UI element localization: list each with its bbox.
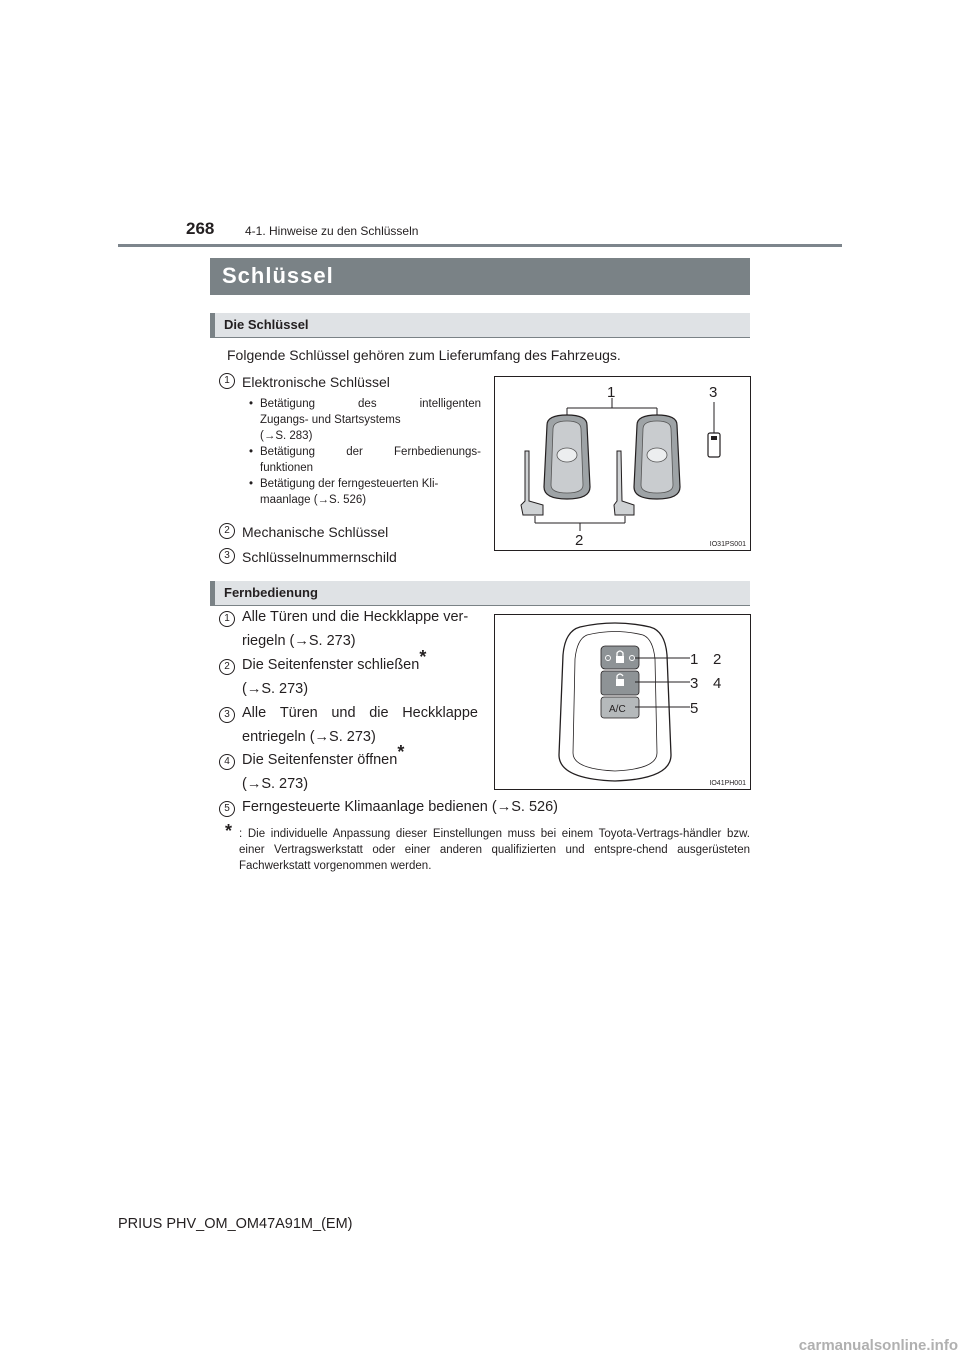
- bullet-text: • Betätigung: [260, 398, 315, 410]
- item-text: Die Seitenfenster schließen: [242, 657, 420, 673]
- figure-callout: 3: [709, 384, 718, 401]
- intro-text: Folgende Schlüssel gehören zum Lieferumfang des Fahrzeugs.: [227, 347, 621, 363]
- bullet-list: [248, 396, 481, 508]
- item-label: Alle Türen und die Heckklappe ver-: [242, 609, 469, 625]
- item-number: 2: [219, 659, 235, 675]
- header-rule: [118, 244, 842, 247]
- item-label: (→S. 273): [242, 776, 309, 792]
- item-label: entriegeln (→S. 273): [242, 729, 376, 745]
- bullet-text: funktionen: [260, 462, 314, 474]
- figure-callout: 1: [690, 651, 699, 668]
- remote-figure: [494, 614, 751, 790]
- bullet-text: • Betätigung: [260, 446, 315, 458]
- bullet-text: Zugangs- und Startsystems: [260, 414, 401, 426]
- page-title: Schlüssel: [222, 263, 334, 288]
- bullet-text: Fernbedienungs-: [394, 446, 481, 458]
- watermark: carmanualsonline.info: [798, 1337, 958, 1354]
- bullet-text: des: [358, 398, 377, 410]
- item-label: Mechanische Schlüssel: [242, 524, 389, 540]
- smart-key-left: [544, 415, 590, 499]
- item-label: [242, 701, 478, 725]
- lock-button: [601, 646, 639, 669]
- item-number: 3: [219, 548, 235, 564]
- figure-callout: 2: [575, 532, 584, 549]
- figure-callout: 3: [690, 675, 699, 692]
- remote-item-2: [219, 647, 478, 701]
- bullet-item: [248, 396, 481, 444]
- item-text: Alle: [242, 705, 267, 721]
- bullet-text: (→S. 283): [260, 430, 313, 442]
- item-label: Schlüsselnummernschild: [242, 549, 397, 565]
- figure-code: IO41PH001: [709, 780, 746, 787]
- item-number: 3: [219, 707, 235, 723]
- asterisk: *: [419, 647, 427, 668]
- bullet-text: intelligenten: [419, 398, 481, 410]
- item-label: [242, 742, 478, 772]
- mechanical-key-left: [521, 451, 543, 515]
- item-number: 5: [219, 801, 235, 817]
- chapter-heading: 4-1. Hinweise zu den Schlüsseln: [245, 224, 419, 238]
- document-id: PRIUS PHV_OM_OM47A91M_(EM): [118, 1216, 353, 1232]
- item-text: Türen: [279, 705, 318, 721]
- figure-callout: 1: [607, 384, 616, 401]
- unlock-button: [601, 671, 639, 695]
- key-number-plate: [708, 402, 720, 457]
- ac-button-label: A/C: [609, 704, 626, 715]
- item-label: [242, 647, 478, 677]
- section-heading-keys: [210, 313, 750, 338]
- section-heading-remote-label: Fernbedienung: [224, 585, 318, 600]
- remote-item-3: [219, 701, 478, 749]
- bullet-text: der: [346, 446, 363, 458]
- asterisk: *: [397, 742, 405, 763]
- item-label: Elektronische Schlüssel: [242, 374, 390, 390]
- item-text: Die Seitenfenster öffnen: [242, 752, 398, 768]
- section-heading-keys-label: Die Schlüssel: [224, 317, 309, 332]
- ac-button: [601, 697, 639, 718]
- mechanical-key-right: [614, 451, 634, 515]
- item-number: 1: [219, 373, 235, 389]
- figure-callout: 4: [713, 675, 722, 692]
- remote-item-5: [219, 795, 749, 819]
- key-item-3: [219, 545, 481, 569]
- bullet-text: maanlage (→S. 526): [260, 494, 367, 506]
- bullet-item: [248, 444, 481, 476]
- figure-callout: 5: [690, 700, 699, 717]
- item-text: Heckklappe: [402, 705, 478, 721]
- key-item-1: [219, 370, 481, 508]
- keys-illustration: [495, 377, 750, 550]
- bullet-text: • Betätigung der ferngesteuerten Kli-: [260, 478, 439, 490]
- item-label: Ferngesteuerte Klimaanlage bedienen (→S. 526): [242, 799, 558, 815]
- remote-item-4: [219, 742, 478, 796]
- figure-callout: 2: [713, 651, 722, 668]
- item-text: die: [369, 705, 389, 721]
- keys-figure: [494, 376, 751, 551]
- page-number: 268: [186, 219, 215, 238]
- item-label: riegeln (→S. 273): [242, 633, 356, 649]
- item-number: 1: [219, 611, 235, 627]
- key-item-2: [219, 520, 481, 544]
- page-title-bar: [210, 258, 750, 295]
- bullet-item: [248, 476, 481, 508]
- footnote-text: : Die individuelle Anpassung dieser Einstellungen muss bei einem Toyota-Vertrags-händler bzw. einer Vertragswerkstatt oder einer anderen qualifizierten und entspre-chend ausgerüsteten Fachwerkstatt vorgenommen werden.: [239, 828, 750, 872]
- remote-illustration: [495, 615, 750, 789]
- section-heading-remote: [210, 581, 750, 606]
- item-text: und: [331, 705, 356, 721]
- item-label: (→S. 273): [242, 681, 309, 697]
- remote-item-1: [219, 605, 478, 653]
- item-number: 2: [219, 523, 235, 539]
- footnote: [225, 821, 750, 874]
- item-number: 4: [219, 754, 235, 770]
- smart-key-right: [634, 415, 680, 499]
- footnote-asterisk: *: [225, 821, 233, 841]
- figure-code: IO31PS001: [709, 541, 746, 548]
